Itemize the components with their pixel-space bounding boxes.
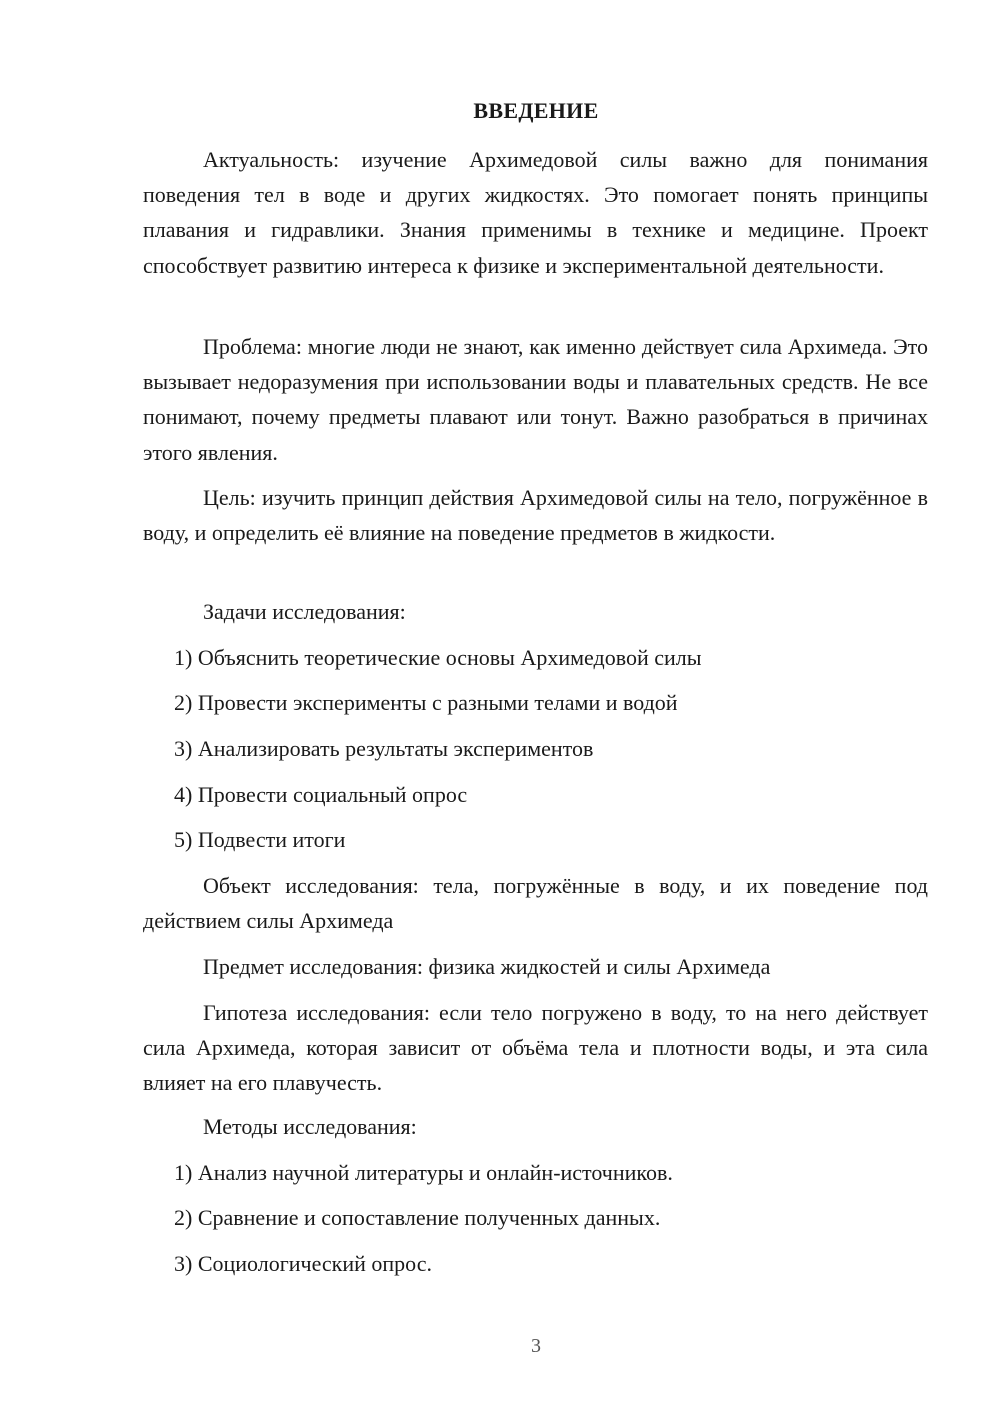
task-item: 2) Провести эксперименты с разными телами и водой bbox=[174, 690, 678, 715]
method-item: 2) Сравнение и сопоставление полученных данных. bbox=[174, 1205, 661, 1230]
method-item: 3) Социологический опрос. bbox=[174, 1251, 432, 1276]
task-item: 1) Объяснить теоретические основы Архимедовой силы bbox=[174, 645, 702, 670]
problem-paragraph: Проблема: многие люди не знают, как именно действует сила Архимеда. Это вызывает недоразумения при использовании воды и плавательных средств. Не все понимают, почему предметы плавают или тонут. Важно разобраться в причинах этого явления. bbox=[143, 334, 928, 465]
tasks-label: Задачи исследования: bbox=[203, 599, 406, 624]
section-title: ВВЕДЕНИЕ bbox=[473, 98, 599, 123]
methods-label: Методы исследования: bbox=[203, 1114, 417, 1139]
task-item: 3) Анализировать результаты экспериментов bbox=[174, 736, 594, 761]
hypothesis-paragraph: Гипотеза исследования: если тело погружено в воду, то на него действует сила Архимеда, которая зависит от объёма тела и плотности воды, и эта сила влияет на его плавучесть. bbox=[143, 1000, 928, 1096]
task-item: 5) Подвести итоги bbox=[174, 827, 346, 852]
page-number: 3 bbox=[531, 1335, 541, 1357]
method-item: 1) Анализ научной литературы и онлайн-источников. bbox=[174, 1160, 673, 1185]
relevance-paragraph: Актуальность: изучение Архимедовой силы важно для понимания поведения тел в воде и других жидкостях. Это помогает понять принципы плавания и гидравлики. Знания применимы в технике и медицине. Проект способствует развитию интереса к физике и экспериментальной деятельности. bbox=[143, 147, 928, 278]
subject-paragraph: Предмет исследования: физика жидкостей и силы Архимеда bbox=[203, 954, 771, 979]
goal-paragraph: Цель: изучить принцип действия Архимедовой силы на тело, погружённое в воду, и определить её влияние на поведение предметов в жидкости. bbox=[143, 485, 928, 546]
object-paragraph: Объект исследования: тела, погружённые в воду, и их поведение под действием силы Архимеда bbox=[143, 873, 928, 934]
task-item: 4) Провести социальный опрос bbox=[174, 782, 468, 807]
